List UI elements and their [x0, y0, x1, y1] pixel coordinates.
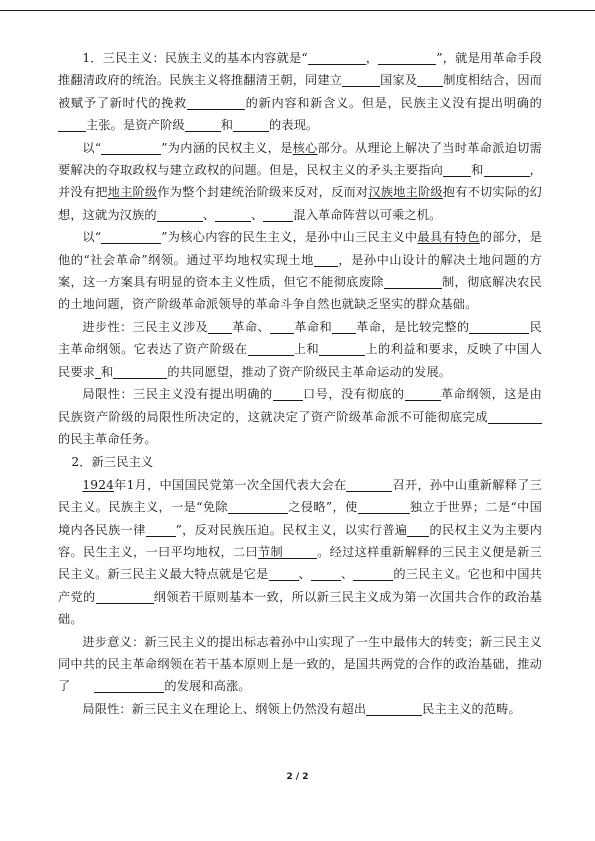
fill-blank[interactable]	[366, 701, 422, 716]
fill-blank[interactable]	[58, 117, 86, 132]
fill-blank[interactable]	[405, 386, 441, 401]
fill-blank[interactable]	[342, 72, 380, 87]
fill-blank[interactable]	[101, 229, 161, 244]
fill-blank[interactable]	[353, 566, 393, 581]
paragraph-progressiveness: 进步性：三民主义涉及 革命、 革命和 革命，是比较完整的 民主革命纲领。它表达了资产阶级在 上和 上的利益和要求，反映了中国人民要求 和 的共同愿望，推动了资产阶级民主革命运动的发展。	[58, 319, 542, 379]
paragraph-significance: 进步意义：新三民主义的提出标志着孙中山实现了一生中最伟大的转变；新三民主义同中共的民主革命纲领在若干基本原则上是一致的，是国共两党的合作的政治基础，推动了 的发展和高涨。	[58, 634, 542, 694]
fill-blank[interactable]	[146, 522, 176, 537]
paragraph-new-limitations: 局限性：新三民主义在理论上、纲领上仍然没有超出 民主主义的范畴。	[82, 701, 521, 716]
document-body	[58, 47, 542, 720]
paragraph-new-three-principles: 1924年1月，中国国民党第一次全国代表大会在 召开，孙中山重新解释了三民主义。民族主义，一是“免除 之侵略”，使 独立于世界；二是“中国境内各民族一律 ”，反对民族压迫。民权主义，以实行普遍 的民权主义为主要内容。民生主义，一曰平均地权，二曰节制 。经过这样重新解释的三民主义便是新三民主义。新三民主义最大特点就是它是 、 、 的三民主义。它也和中国共产党的 纲领若干原则基本一致，所以新三民主义成为第一次国共合作的政治基础。	[58, 477, 542, 627]
fill-blank[interactable]	[269, 566, 299, 581]
fill-blank[interactable]	[314, 252, 338, 267]
fill-blank[interactable]	[208, 319, 232, 334]
fill-blank[interactable]	[94, 678, 164, 693]
fill-blank[interactable]	[215, 207, 251, 222]
fill-blank[interactable]	[443, 162, 471, 177]
paragraph-livelihood: 以“ ”为核心内容的民生主义，是孙中山三民主义中最具有特色的部分，是他的“社会革命”纲领。通过平均地权实现土地 ，是孙中山设计的解决土地问题的方案，这一方案具有明显的资本主义性质，但它不能彻底废除 制，彻底解决农民的土地问题，资产阶级革命派领导的革命斗争自然也就缺乏坚实的群众基础。	[58, 230, 543, 312]
fill-blank[interactable]	[270, 319, 294, 334]
fill-blank[interactable]	[157, 207, 203, 222]
paragraph-limitations: 局限性：三民主义没有提出明确的 口号，没有彻底的 革命纲领，这是由民族资产阶级的局限性所决定的，这就决定了资产阶级革命派不可能彻底完成的民主革命任务。	[58, 387, 543, 446]
paragraph-three-principles-nationalism: 1．三民主义：民族主义的基本内容就是“ ， ”，就是用革命手段推翻清政府的统治。民族主义将推翻清王朝，同建立 国家及 制度相结合，因而被赋予了新时代的挽救 的新内容和新含义。但是，民族主义没有提出明确的主张。是资产阶级 和 的表现。	[58, 51, 543, 133]
paragraph-civil-rights: 以“ ”为内涵的民权主义，是核心部分。从理论上解决了当时革命派迫切需要解决的夺取政权与建立政权的问题。但是，民权主义的矛头主要指向 和 ，并没有把地主阶级作为整个封建统治阶级来反对，反而对汉族地主阶级抱有不切实际的幻想，这就为汉族的 、 、 混入革命阵营以可乘之机。	[58, 140, 542, 222]
fill-blank[interactable]	[233, 117, 269, 132]
fill-blank[interactable]	[484, 162, 530, 177]
fill-blank[interactable]	[283, 544, 317, 559]
fill-blank[interactable]	[308, 50, 366, 65]
fill-blank[interactable]	[332, 319, 356, 334]
fill-blank[interactable]	[319, 341, 365, 356]
fill-blank[interactable]	[417, 72, 443, 87]
fill-blank[interactable]	[358, 499, 410, 514]
fill-blank[interactable]	[273, 386, 303, 401]
fill-blank[interactable]	[228, 499, 288, 514]
section-heading-new-three-principles: 2．新三民主义	[71, 455, 154, 470]
fill-blank[interactable]	[263, 207, 293, 222]
fill-blank[interactable]	[311, 566, 341, 581]
fill-blank[interactable]	[101, 140, 161, 155]
fill-blank[interactable]	[346, 477, 392, 492]
fill-blank[interactable]	[384, 274, 442, 289]
header-rule	[0, 10, 595, 11]
fill-blank[interactable]	[407, 522, 429, 537]
fill-blank[interactable]	[469, 319, 529, 334]
fill-blank[interactable]	[378, 50, 436, 65]
fill-blank[interactable]	[187, 95, 245, 110]
fill-blank[interactable]	[113, 364, 167, 379]
fill-blank[interactable]	[248, 341, 294, 356]
fill-blank[interactable]	[488, 409, 542, 424]
page-number: 2 / 2	[286, 772, 309, 782]
fill-blank[interactable]	[185, 117, 221, 132]
fill-blank[interactable]	[96, 589, 154, 604]
